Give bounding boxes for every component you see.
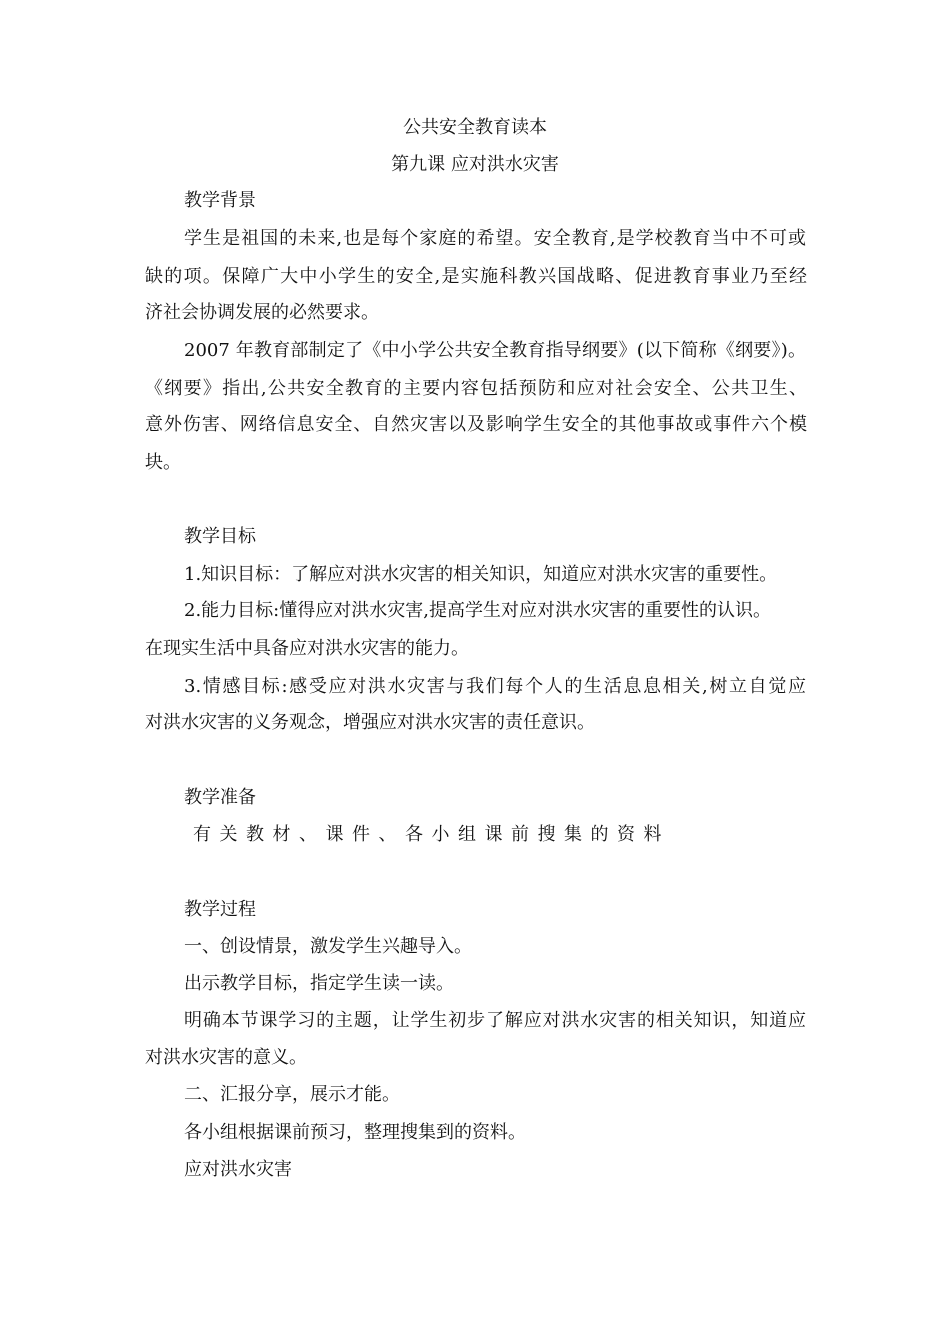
- section-heading-background: 教学背景: [184, 190, 256, 211]
- process-line: 对洪水灾害的意义。: [145, 1047, 307, 1068]
- document-title: 公共安全教育读本: [403, 117, 547, 138]
- process-line: 出示教学目标，指定学生读一读。: [184, 973, 454, 994]
- goal-emotion-cont: 对洪水灾害的义务观念，增强应对洪水灾害的责任意识。: [145, 712, 595, 733]
- paragraph-line: 块。: [145, 452, 181, 473]
- section-heading-goals: 教学目标: [184, 526, 256, 547]
- lesson-title: 第九课 应对洪水灾害: [391, 154, 559, 175]
- section-heading-prep: 教学准备: [184, 787, 256, 808]
- process-line: 各小组根据课前预习，整理搜集到的资料。: [184, 1122, 526, 1143]
- goal-ability-cont: 在现实生活中具备应对洪水灾害的能力。: [145, 638, 469, 659]
- section-heading-process: 教学过程: [184, 899, 256, 920]
- goal-emotion: 3.情感目标:感受应对洪水灾害与我们每个人的生活息息相关,树立自觉应: [184, 676, 806, 697]
- process-step-1: 一、创设情景，激发学生兴趣导入。: [184, 936, 472, 957]
- paragraph-line: 意外伤害、网络信息安全、自然灾害以及影响学生安全的其他事故或事件六个模: [145, 414, 807, 435]
- process-line: 应对洪水灾害: [184, 1159, 292, 1180]
- paragraph-line: 2007 年教育部制定了《中小学公共安全教育指导纲要》(以下简称《纲要》)。: [184, 340, 806, 361]
- paragraph-line: 学生是祖国的未来,也是每个家庭的希望。安全教育,是学校教育当中不可或: [184, 228, 806, 249]
- prep-materials: 有关教材、课件、各小组课前搜集的资料: [193, 824, 670, 845]
- paragraph-line: 缺的项。保障广大中小学生的安全,是实施科教兴国战略、促进教育事业乃至经: [145, 266, 807, 287]
- goal-knowledge: 1.知识目标：了解应对洪水灾害的相关知识，知道应对洪水灾害的重要性。: [184, 564, 778, 585]
- process-step-2: 二、汇报分享，展示才能。: [184, 1084, 400, 1105]
- paragraph-line: 济社会协调发展的必然要求。: [145, 302, 379, 323]
- paragraph-line: 《纲要》指出,公共安全教育的主要内容包括预防和应对社会安全、公共卫生、: [145, 378, 807, 399]
- goal-ability: 2.能力目标:懂得应对洪水灾害,提高学生对应对洪水灾害的重要性的认识。: [184, 600, 771, 621]
- process-line: 明确本节课学习的主题，让学生初步了解应对洪水灾害的相关知识，知道应: [184, 1010, 806, 1031]
